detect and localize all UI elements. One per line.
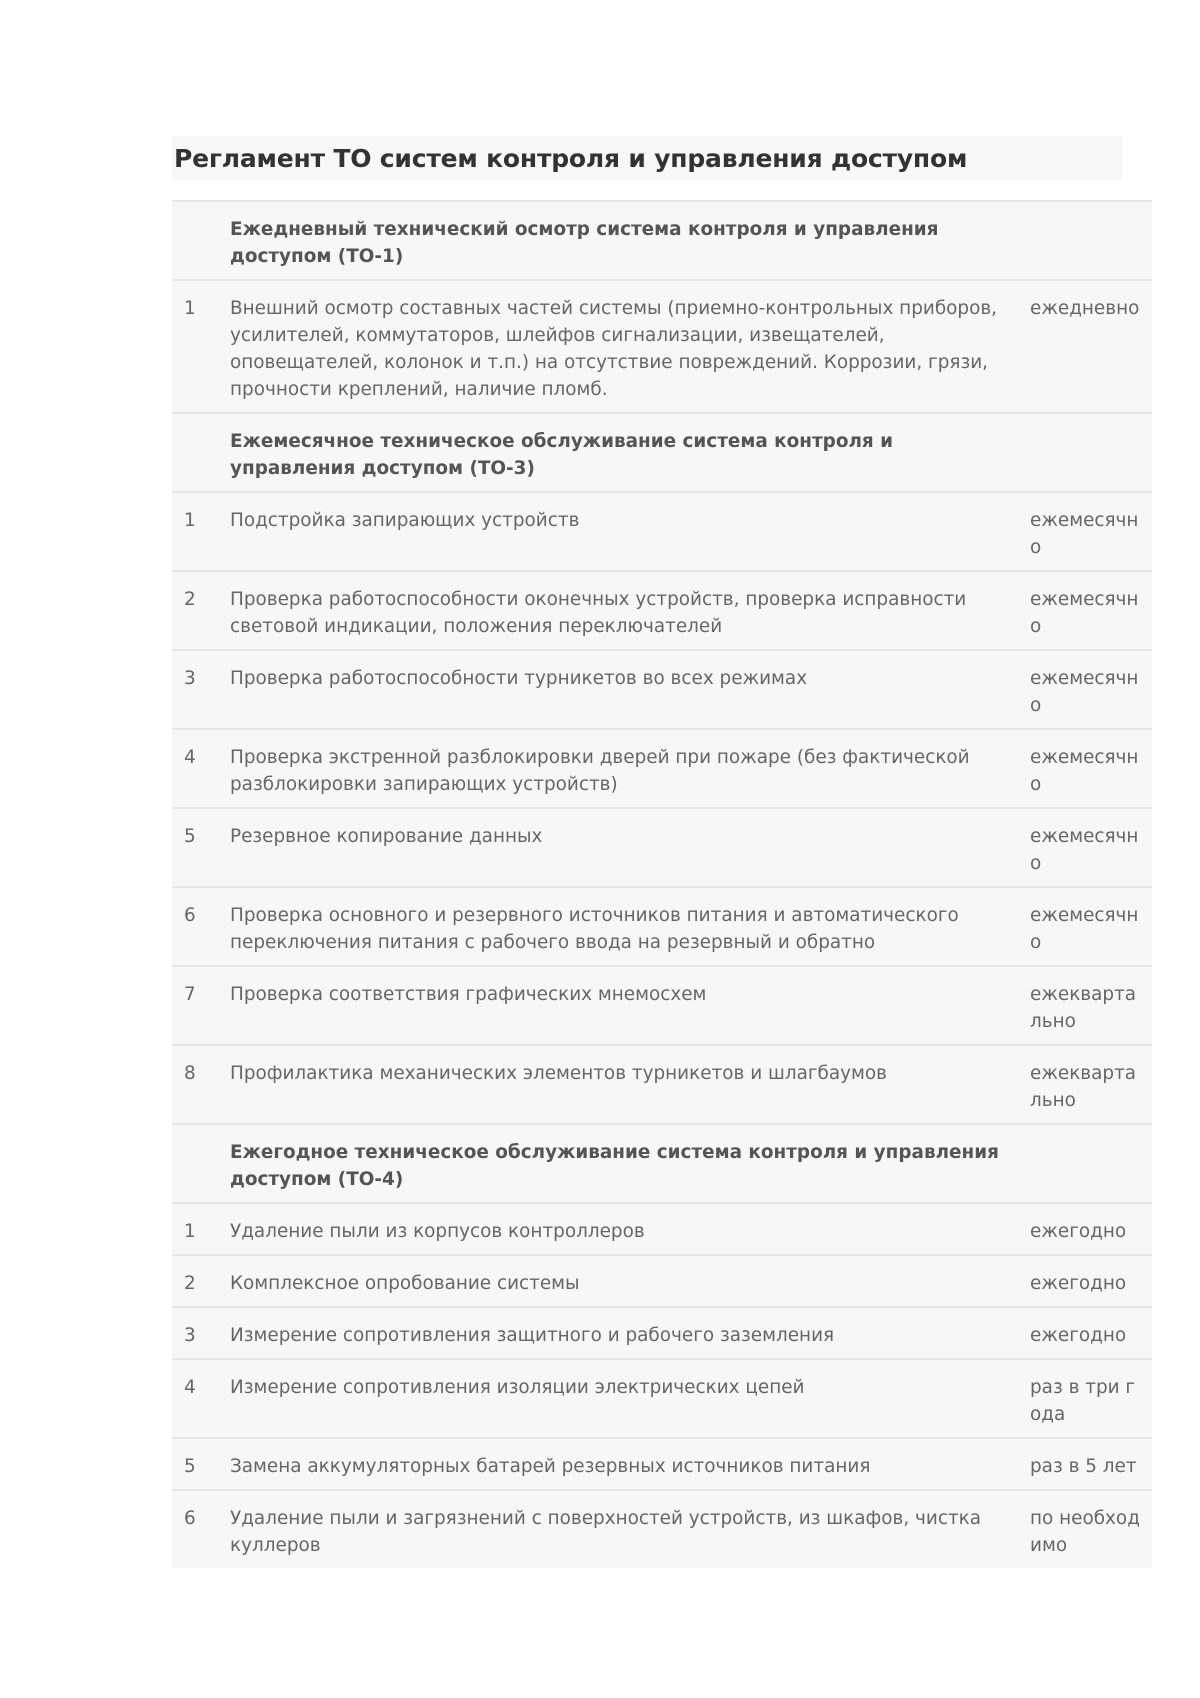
item-number: 6 [172, 887, 230, 966]
item-number: 1 [172, 280, 230, 413]
item-number: 3 [172, 1307, 230, 1359]
item-frequency: ежемесячно [1020, 887, 1152, 966]
table-row [172, 1307, 1152, 1359]
item-description: Внешний осмотр составных частей системы (приемно-контрольных приборов, усилителей, коммутаторов, шлейфов сигнализации, извещателей, оповещателей, колонок и т.п.) на отсутствие повреждений. Коррозии, грязи, прочности креплений, наличие пломб. [230, 280, 1020, 413]
page-title: Регламент ТО систем контроля и управления доступом [172, 136, 1122, 180]
table-row [172, 650, 1152, 729]
item-number: 4 [172, 1359, 230, 1438]
item-number: 5 [172, 808, 230, 887]
table-row [172, 1045, 1152, 1124]
table-row [172, 808, 1152, 887]
item-description: Профилактика механических элементов турникетов и шлагбаумов [230, 1045, 1020, 1124]
item-description: Резервное копирование данных [230, 808, 1020, 887]
item-description: Измерение сопротивления защитного и рабочего заземления [230, 1307, 1020, 1359]
section-heading: Ежегодное техническое обслуживание система контроля и управления доступом (ТО-4) [230, 1124, 1020, 1203]
section-frequency-cell [1020, 1124, 1152, 1203]
item-frequency: раз в три года [1020, 1359, 1152, 1438]
item-frequency: ежегодно [1020, 1203, 1152, 1255]
item-number: 1 [172, 492, 230, 571]
item-description: Удаление пыли и загрязнений с поверхностей устройств, из шкафов, чистка куллеров [230, 1490, 1020, 1568]
document-page [172, 136, 1152, 1568]
item-frequency: раз в 5 лет [1020, 1438, 1152, 1490]
section-header-row [172, 413, 1152, 492]
item-number: 2 [172, 571, 230, 650]
item-frequency: ежегодно [1020, 1255, 1152, 1307]
section-header-row [172, 201, 1152, 280]
item-description: Проверка основного и резервного источников питания и автоматического переключения питания с рабочего ввода на резервный и обратно [230, 887, 1020, 966]
item-description: Комплексное опробование системы [230, 1255, 1020, 1307]
item-description: Измерение сопротивления изоляции электрических цепей [230, 1359, 1020, 1438]
item-number: 8 [172, 1045, 230, 1124]
item-number: 6 [172, 1490, 230, 1568]
item-frequency: ежедневно [1020, 280, 1152, 413]
item-frequency: ежемесячно [1020, 808, 1152, 887]
item-number: 7 [172, 966, 230, 1045]
table-row [172, 1438, 1152, 1490]
table-row [172, 1255, 1152, 1307]
item-frequency: ежегодно [1020, 1307, 1152, 1359]
item-number: 5 [172, 1438, 230, 1490]
table-row [172, 280, 1152, 413]
item-number: 2 [172, 1255, 230, 1307]
table-row [172, 887, 1152, 966]
item-description: Замена аккумуляторных батарей резервных источников питания [230, 1438, 1020, 1490]
item-description: Проверка экстренной разблокировки дверей при пожаре (без фактической разблокировки запирающих устройств) [230, 729, 1020, 808]
item-description: Проверка работоспособности турникетов во всех режимах [230, 650, 1020, 729]
item-frequency: по необходимо [1020, 1490, 1152, 1568]
table-row [172, 966, 1152, 1045]
section-number-cell [172, 1124, 230, 1203]
section-heading: Ежедневный технический осмотр система контроля и управления доступом (ТО-1) [230, 201, 1020, 280]
maintenance-table [172, 200, 1152, 1568]
item-description: Проверка работоспособности оконечных устройств, проверка исправности световой индикации, положения переключателей [230, 571, 1020, 650]
section-number-cell [172, 201, 230, 280]
table-row [172, 1359, 1152, 1438]
item-number: 1 [172, 1203, 230, 1255]
item-frequency: ежемесячно [1020, 492, 1152, 571]
table-row [172, 492, 1152, 571]
section-number-cell [172, 413, 230, 492]
item-frequency: ежеквартально [1020, 1045, 1152, 1124]
item-frequency: ежемесячно [1020, 729, 1152, 808]
table-row [172, 1203, 1152, 1255]
item-frequency: ежемесячно [1020, 650, 1152, 729]
table-row [172, 571, 1152, 650]
section-frequency-cell [1020, 201, 1152, 280]
item-frequency: ежемесячно [1020, 571, 1152, 650]
table-row [172, 729, 1152, 808]
table-row [172, 1490, 1152, 1568]
item-description: Проверка соответствия графических мнемосхем [230, 966, 1020, 1045]
section-heading: Ежемесячное техническое обслуживание система контроля и управления доступом (ТО-3) [230, 413, 1020, 492]
item-number: 4 [172, 729, 230, 808]
item-description: Подстройка запирающих устройств [230, 492, 1020, 571]
item-description: Удаление пыли из корпусов контроллеров [230, 1203, 1020, 1255]
item-frequency: ежеквартально [1020, 966, 1152, 1045]
item-number: 3 [172, 650, 230, 729]
section-frequency-cell [1020, 413, 1152, 492]
maintenance-table-body [172, 201, 1152, 1568]
section-header-row [172, 1124, 1152, 1203]
